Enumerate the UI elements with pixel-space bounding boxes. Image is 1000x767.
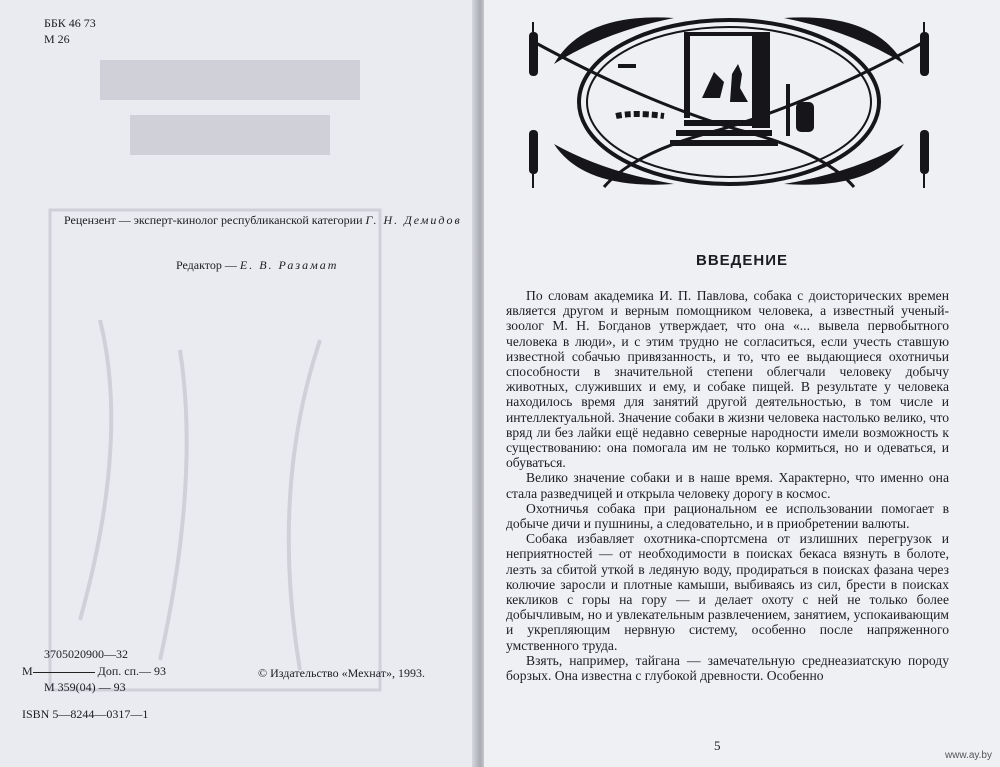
show-through-illustration [40,20,400,710]
page-number: 5 [714,738,721,753]
paragraph: Охотничья собака при рациональном ее использовании помогает в добыче дичи и пушнины, а следовательно, и в приобретении валюты. [506,500,949,532]
editor-name: Е. В. Разамат [239,258,339,272]
left-page [0,0,478,767]
editor-label: Редактор — [176,258,237,272]
chapter-title: ВВЕДЕНИЕ [696,252,788,269]
code-extra: Доп. сп.— 93 [97,664,167,678]
right-page [484,0,1000,767]
paragraph: Собака избавляет охотника-спортсмена от излишних перегрузок и неприятностей — от необходимости в поисках бекаса вязнуть в болоте, лезть за сбитой уткой в ледяную воду, продираться в поисках фазана через колючие заросли и плотные камыши, выбиваясь из сил, брести в поисках кекликов с горы на гору — и делает охоту с ней не только более добычливым, но и увлекательным развлечением, занятием, успокаивающим и укрепляющим нервную систему, особенно после напряженного умственного труда. [506,531,949,653]
paragraph: Взять, например, тайгана — замечательную среднеазиатскую породу борзых. Она известна с глубокой древности. Особенно [506,652,949,684]
bbk-code: ББК 46 73 [44,16,96,30]
watermark: www.ay.by [944,750,992,761]
code-line-1: 3705020900—32 [44,647,128,661]
hunting-emblem-illustration [524,12,934,192]
code-line-3: М 359(04) — 93 [44,680,126,694]
reviewer-name: Г. Н. Демидов [365,213,462,227]
chapter-body [506,288,949,683]
copyright: © Издательство «Мехнат», 1993. [258,666,425,680]
reviewer-label: Рецензент — эксперт-кинолог республиканской категории [64,213,363,227]
code-m: М [22,664,33,678]
code-line-2 [22,664,166,678]
editor-line [176,258,338,272]
catalog-index: М 26 [44,32,70,46]
isbn: ISBN 5—8244—0317—1 [22,707,149,721]
paragraph: Велико значение собаки и в наше время. Характерно, что именно она стала разведчицей и открыла человеку дорогу в космос. [506,470,949,501]
paragraph: По словам академика И. П. Павлова, собака с доисторических времен является другом и верным помощником человека, а известный ученый-зоолог М. Н. Богданов утверждает, что она «... вывела первобытного человека в люди», и с этим трудно не согласиться, если учесть ставшую известной собачью привязанность, и то, что ее выдающиеся охотничьи способности в значительной степени облегчали человеку добычу животных, служивших и ему, и собаке пищей. В результате у человека находилось время для занятий другой деятельностью, в том числе и интеллектуальной. Значение собаки в жизни человека настолько велико, что вряд ли без лайки ещё недавно северные народности имели возможность к существованию: она помогала им не только кормиться, но и одеваться, и обуваться. [506,288,949,471]
reviewer-line [64,213,462,227]
fraction-bar [33,672,95,673]
